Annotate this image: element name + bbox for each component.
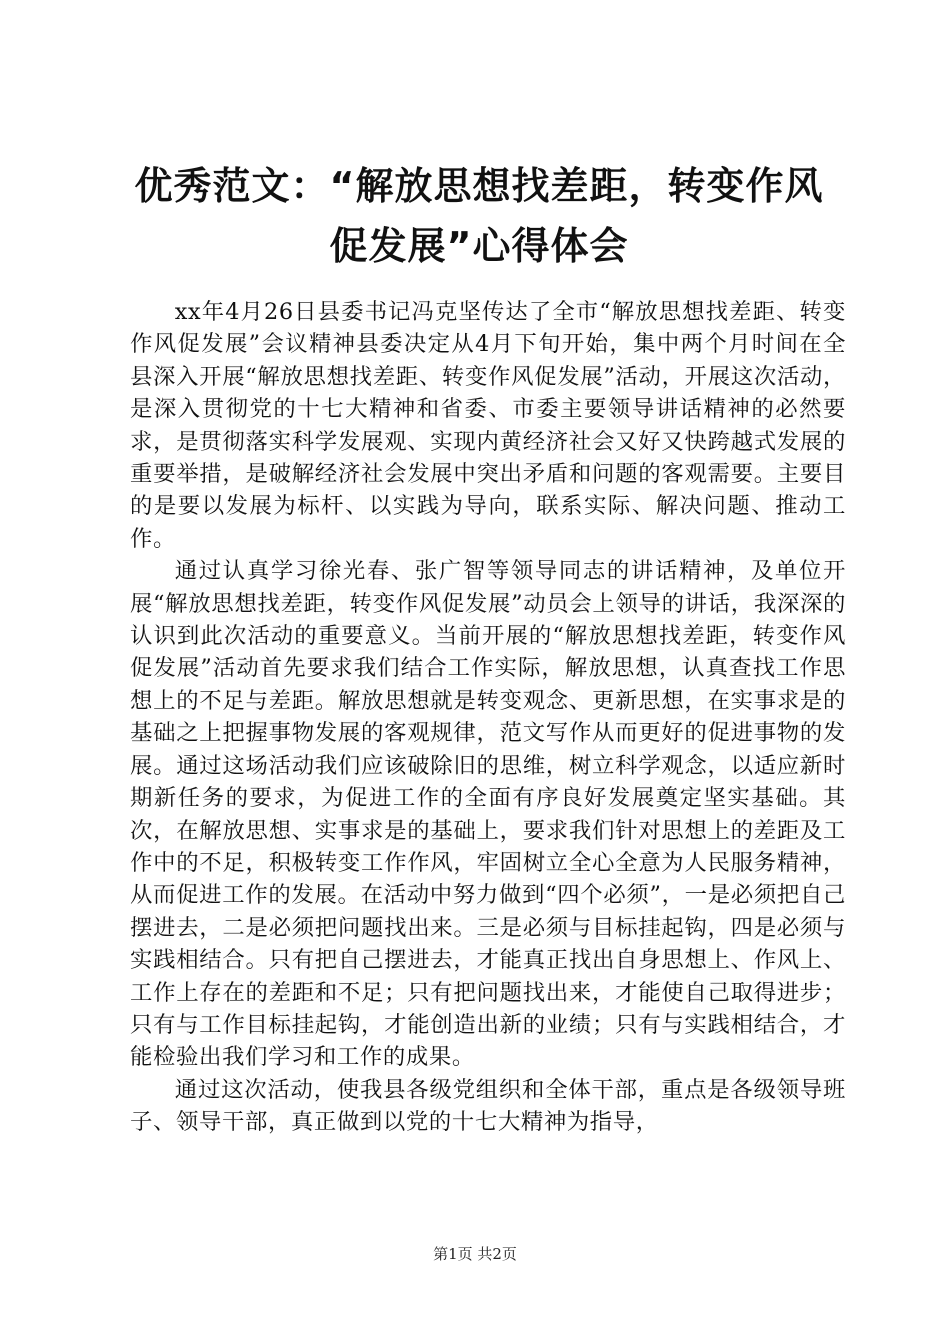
document-body [130, 296, 846, 1139]
paragraph-1: xx年4月26日县委书记冯克坚传达了全市“解放思想找差距、转变作风促发展”会议精神县委决定从4月下旬开始，集中两个月时间在全县深入开展“解放思想找差距、转变作风促发展”活动，开展这次活动，是深入贯彻党的十七大精神和省委、市委主要领导讲话精神的必然要求，是贯彻落实科学发展观、实现内黄经济社会又好又快跨越式发展的重要举措，是破解经济社会发展中突出矛盾和问题的客观需要。主要目的是要以发展为标杆、以实践为导向，联系实际、解决问题、推动工作。 [130, 299, 846, 552]
document-title: 优秀范文：“解放思想找差距，转变作风促发展”心得体会 [134, 164, 824, 268]
paragraph-3: 通过这次活动，使我县各级党组织和全体干部，重点是各级领导班子、领导干部，真正做到以党的十七大精神为指导， [130, 1076, 846, 1136]
page-number: 第1页 共2页 [433, 1245, 517, 1263]
paragraph-2: 通过认真学习徐光春、张广智等领导同志的讲话精神，及单位开展“解放思想找差距，转变作风促发展”动员会上领导的讲话，我深深的认识到此次活动的重要意义。当前开展的“解放思想找差距，转变作风促发展”活动首先要求我们结合工作实际，解放思想，认真查找工作思想上的不足与差距。解放思想就是转变观念、更新思想，在实事求是的基础之上把握事物发展的客观规律，范文写作从而更好的促进事物的发展。通过这场活动我们应该破除旧的思维，树立科学观念，以适应新时期新任务的要求，为促进工作的全面有序良好发展奠定坚实基础。其次，在解放思想、实事求是的基础上，要求我们针对思想上的差距及工作中的不足，积极转变工作作风，牢固树立全心全意为人民服务精神，从而促进工作的发展。在活动中努力做到“四个必须”，一是必须把自己摆进去，二是必须把问题找出来。三是必须与目标挂起钩，四是必须与实践相结合。只有把自己摆进去，才能真正找出自身思想上、作风上、工作上存在的差距和不足；只有把问题找出来，才能使自己取得进步；只有与工作目标挂起钩，才能创造出新的业绩；只有与实践相结合，才能检验出我们学习和工作的成果。 [130, 558, 846, 1071]
